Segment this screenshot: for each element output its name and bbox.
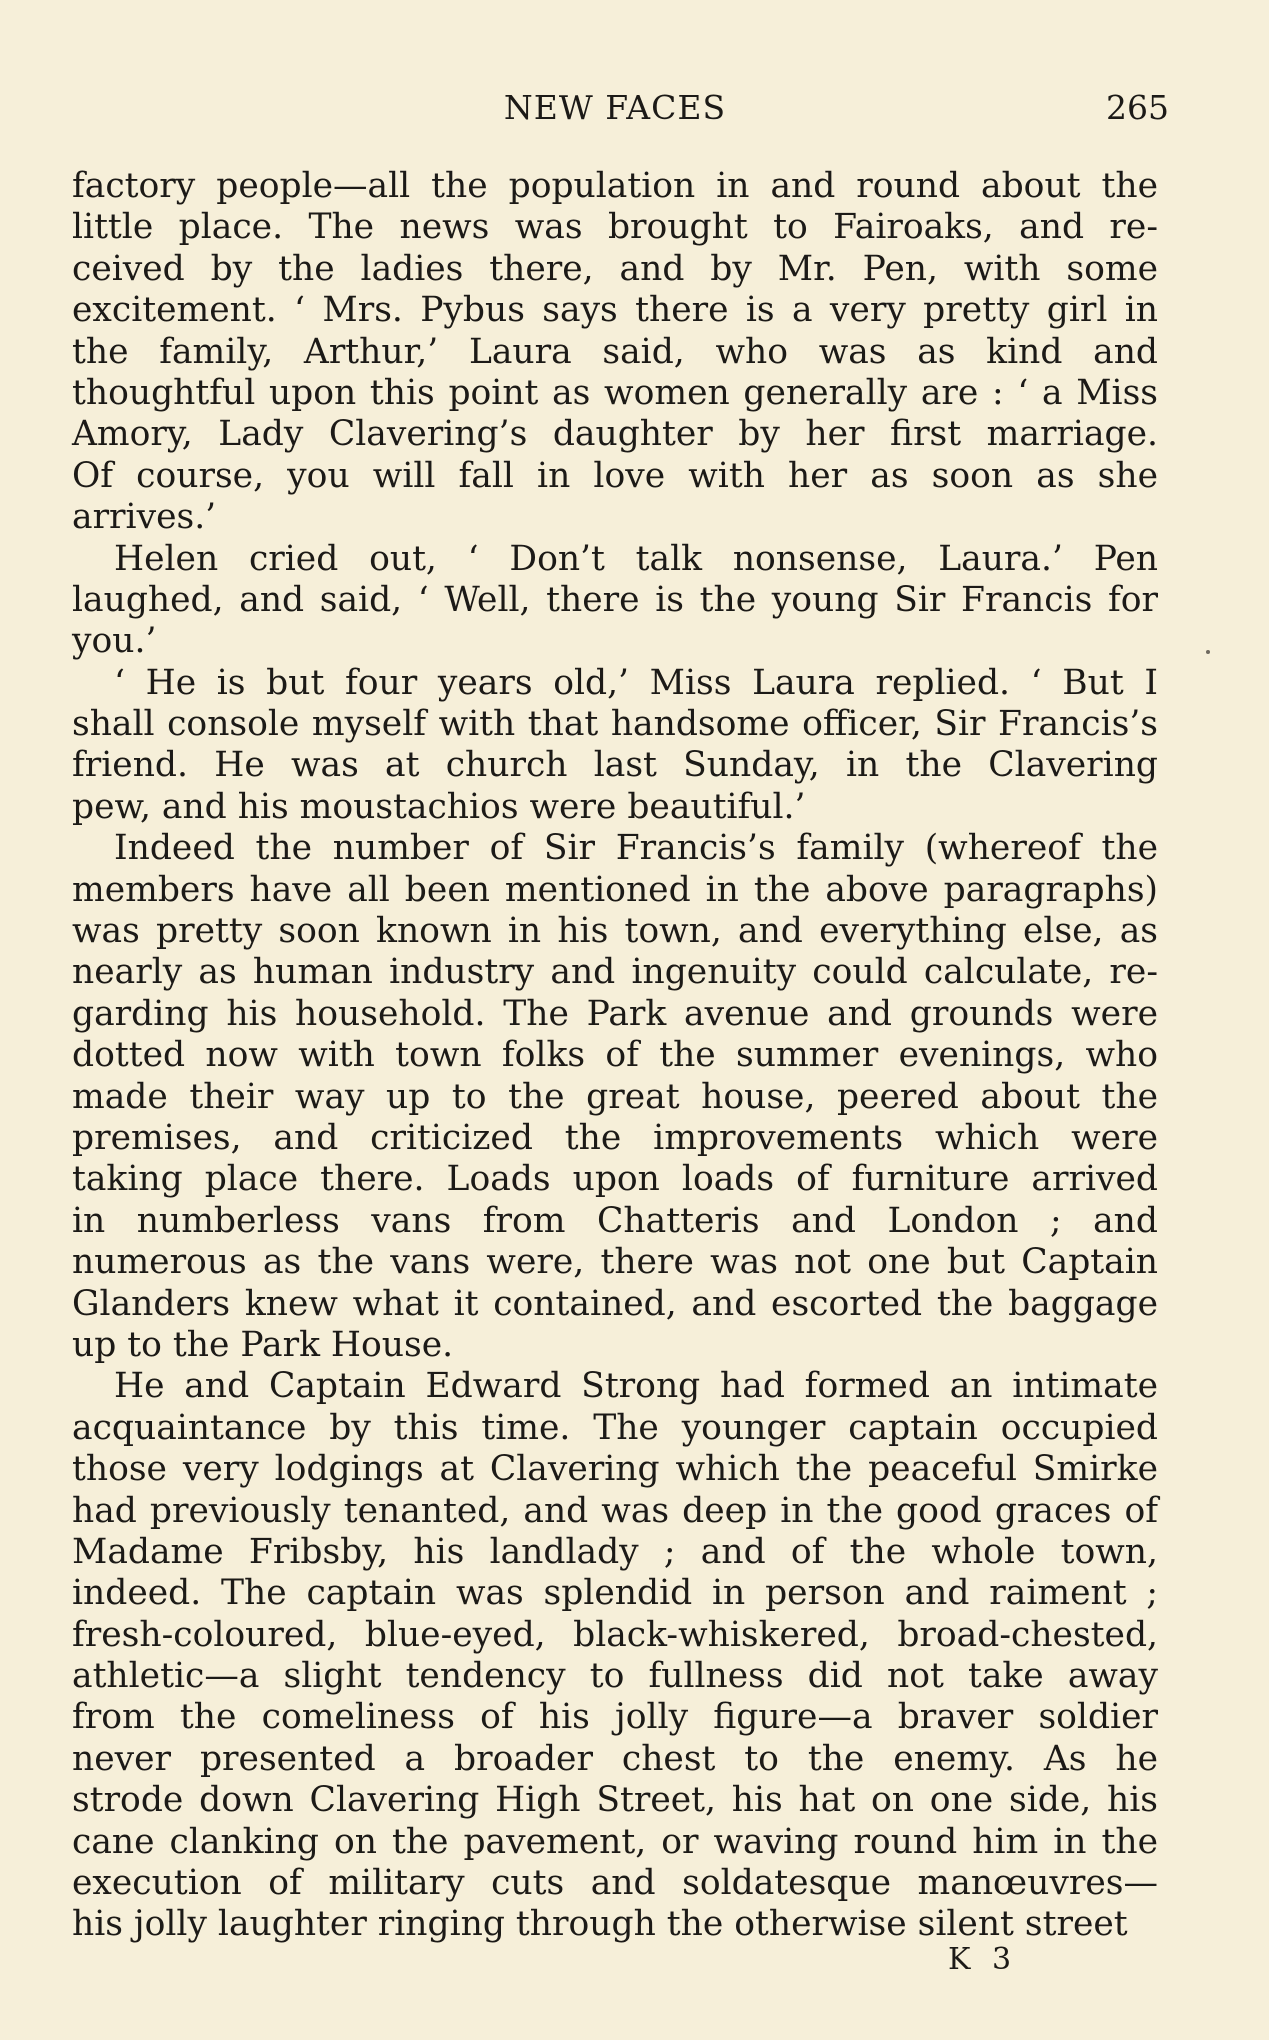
- text-line: garding his household. The Park avenue and grounds were: [72, 993, 1158, 1034]
- text-line: arrives.’: [72, 497, 217, 538]
- page-number: 265: [1106, 88, 1169, 127]
- text-line: from the comeliness of his jolly figure—a braver soldier: [72, 1697, 1158, 1738]
- text-line: ‘ He is but four years old,’ Miss Laura replied. ‘ But I: [114, 662, 1158, 703]
- signature-mark: K 3: [948, 1942, 1018, 1977]
- text-line: indeed. The captain was splendid in person and raiment ;: [72, 1573, 1158, 1614]
- text-line: factory people—all the population in and round about the: [72, 166, 1158, 206]
- text-line: never presented a broader chest to the enemy. As he: [72, 1738, 1158, 1779]
- paragraph: [72, 166, 1158, 539]
- text-line: Of course, you will fall in love with her as soon as she: [72, 455, 1158, 496]
- running-title: NEW FACES: [503, 88, 727, 127]
- paragraph: [72, 1366, 1158, 1945]
- text-line: taking place there. Loads upon loads of furniture arrived: [72, 1159, 1158, 1200]
- text-line: you.’: [72, 621, 157, 662]
- text-line: laughed, and said, ‘ Well, there is the young Sir Francis for: [72, 579, 1158, 620]
- text-line: fresh-coloured, blue-eyed, black-whiskered, broad-chested,: [72, 1614, 1158, 1655]
- text-line: excitement. ‘ Mrs. Pybus says there is a very pretty girl in: [72, 290, 1158, 331]
- text-line: Madame Fribsby, his landlady ; and of the whole town,: [72, 1531, 1158, 1572]
- text-line: ceived by the ladies there, and by Mr. Pen, with some: [72, 248, 1158, 289]
- text-line: acquaintance by this time. The younger captain occupied: [72, 1407, 1158, 1448]
- text-line: strode down Clavering High Street, his hat on one side, his: [72, 1780, 1158, 1821]
- body-text: [72, 166, 1158, 1946]
- text-line: his jolly laughter ringing through the otherwise silent street: [72, 1904, 1128, 1945]
- text-line: the family, Arthur,’ Laura said, who was as kind and: [72, 331, 1158, 372]
- text-line: numerous as the vans were, there was not one but Captain: [72, 1242, 1158, 1283]
- text-line: made their way up to the great house, peered about the: [72, 1076, 1158, 1117]
- text-line: in numberless vans from Chatteris and London ; and: [72, 1200, 1158, 1241]
- paragraph: [72, 828, 1158, 1366]
- margin-speck: [1206, 650, 1210, 654]
- text-line: friend. He was at church last Sunday, in the Clavering: [72, 745, 1158, 786]
- paragraph: [72, 663, 1158, 829]
- text-line: little place. The news was brought to Fairoaks, and re-: [72, 207, 1158, 248]
- text-line: Helen cried out, ‘ Don’t talk nonsense, Laura.’ Pen: [114, 538, 1158, 579]
- text-line: thoughtful upon this point as women generally are : ‘ a Miss: [72, 372, 1158, 413]
- page-header: [0, 88, 1269, 136]
- text-line: up to the Park House.: [72, 1324, 454, 1365]
- text-line: shall console myself with that handsome officer, Sir Francis’s: [72, 704, 1158, 745]
- text-line: Amory, Lady Clavering’s daughter by her first marriage.: [72, 414, 1158, 455]
- text-line: members have all been mentioned in the above paragraphs): [72, 869, 1158, 910]
- text-line: had previously tenanted, and was deep in the good graces of: [72, 1490, 1158, 1531]
- paragraph: [72, 539, 1158, 663]
- text-line: premises, and criticized the improvements which were: [72, 1117, 1158, 1158]
- text-line: was pretty soon known in his town, and everything else, as: [72, 911, 1158, 952]
- text-line: dotted now with town folks of the summer evenings, who: [72, 1035, 1158, 1076]
- text-line: nearly as human industry and ingenuity could calculate, re-: [72, 952, 1158, 993]
- text-line: Glanders knew what it contained, and escorted the baggage: [72, 1283, 1158, 1324]
- text-line: execution of military cuts and soldatesque manœuvres—: [72, 1863, 1158, 1904]
- text-line: Indeed the number of Sir Francis’s family (whereof the: [114, 828, 1158, 869]
- text-line: athletic—a slight tendency to fullness did not take away: [72, 1656, 1158, 1697]
- text-line: He and Captain Edward Strong had formed an intimate: [114, 1366, 1158, 1407]
- text-line: cane clanking on the pavement, or waving round him in the: [72, 1821, 1158, 1862]
- text-line: those very lodgings at Clavering which the peaceful Smirke: [72, 1449, 1158, 1490]
- text-line: pew, and his moustachios were beautiful.’: [72, 786, 806, 827]
